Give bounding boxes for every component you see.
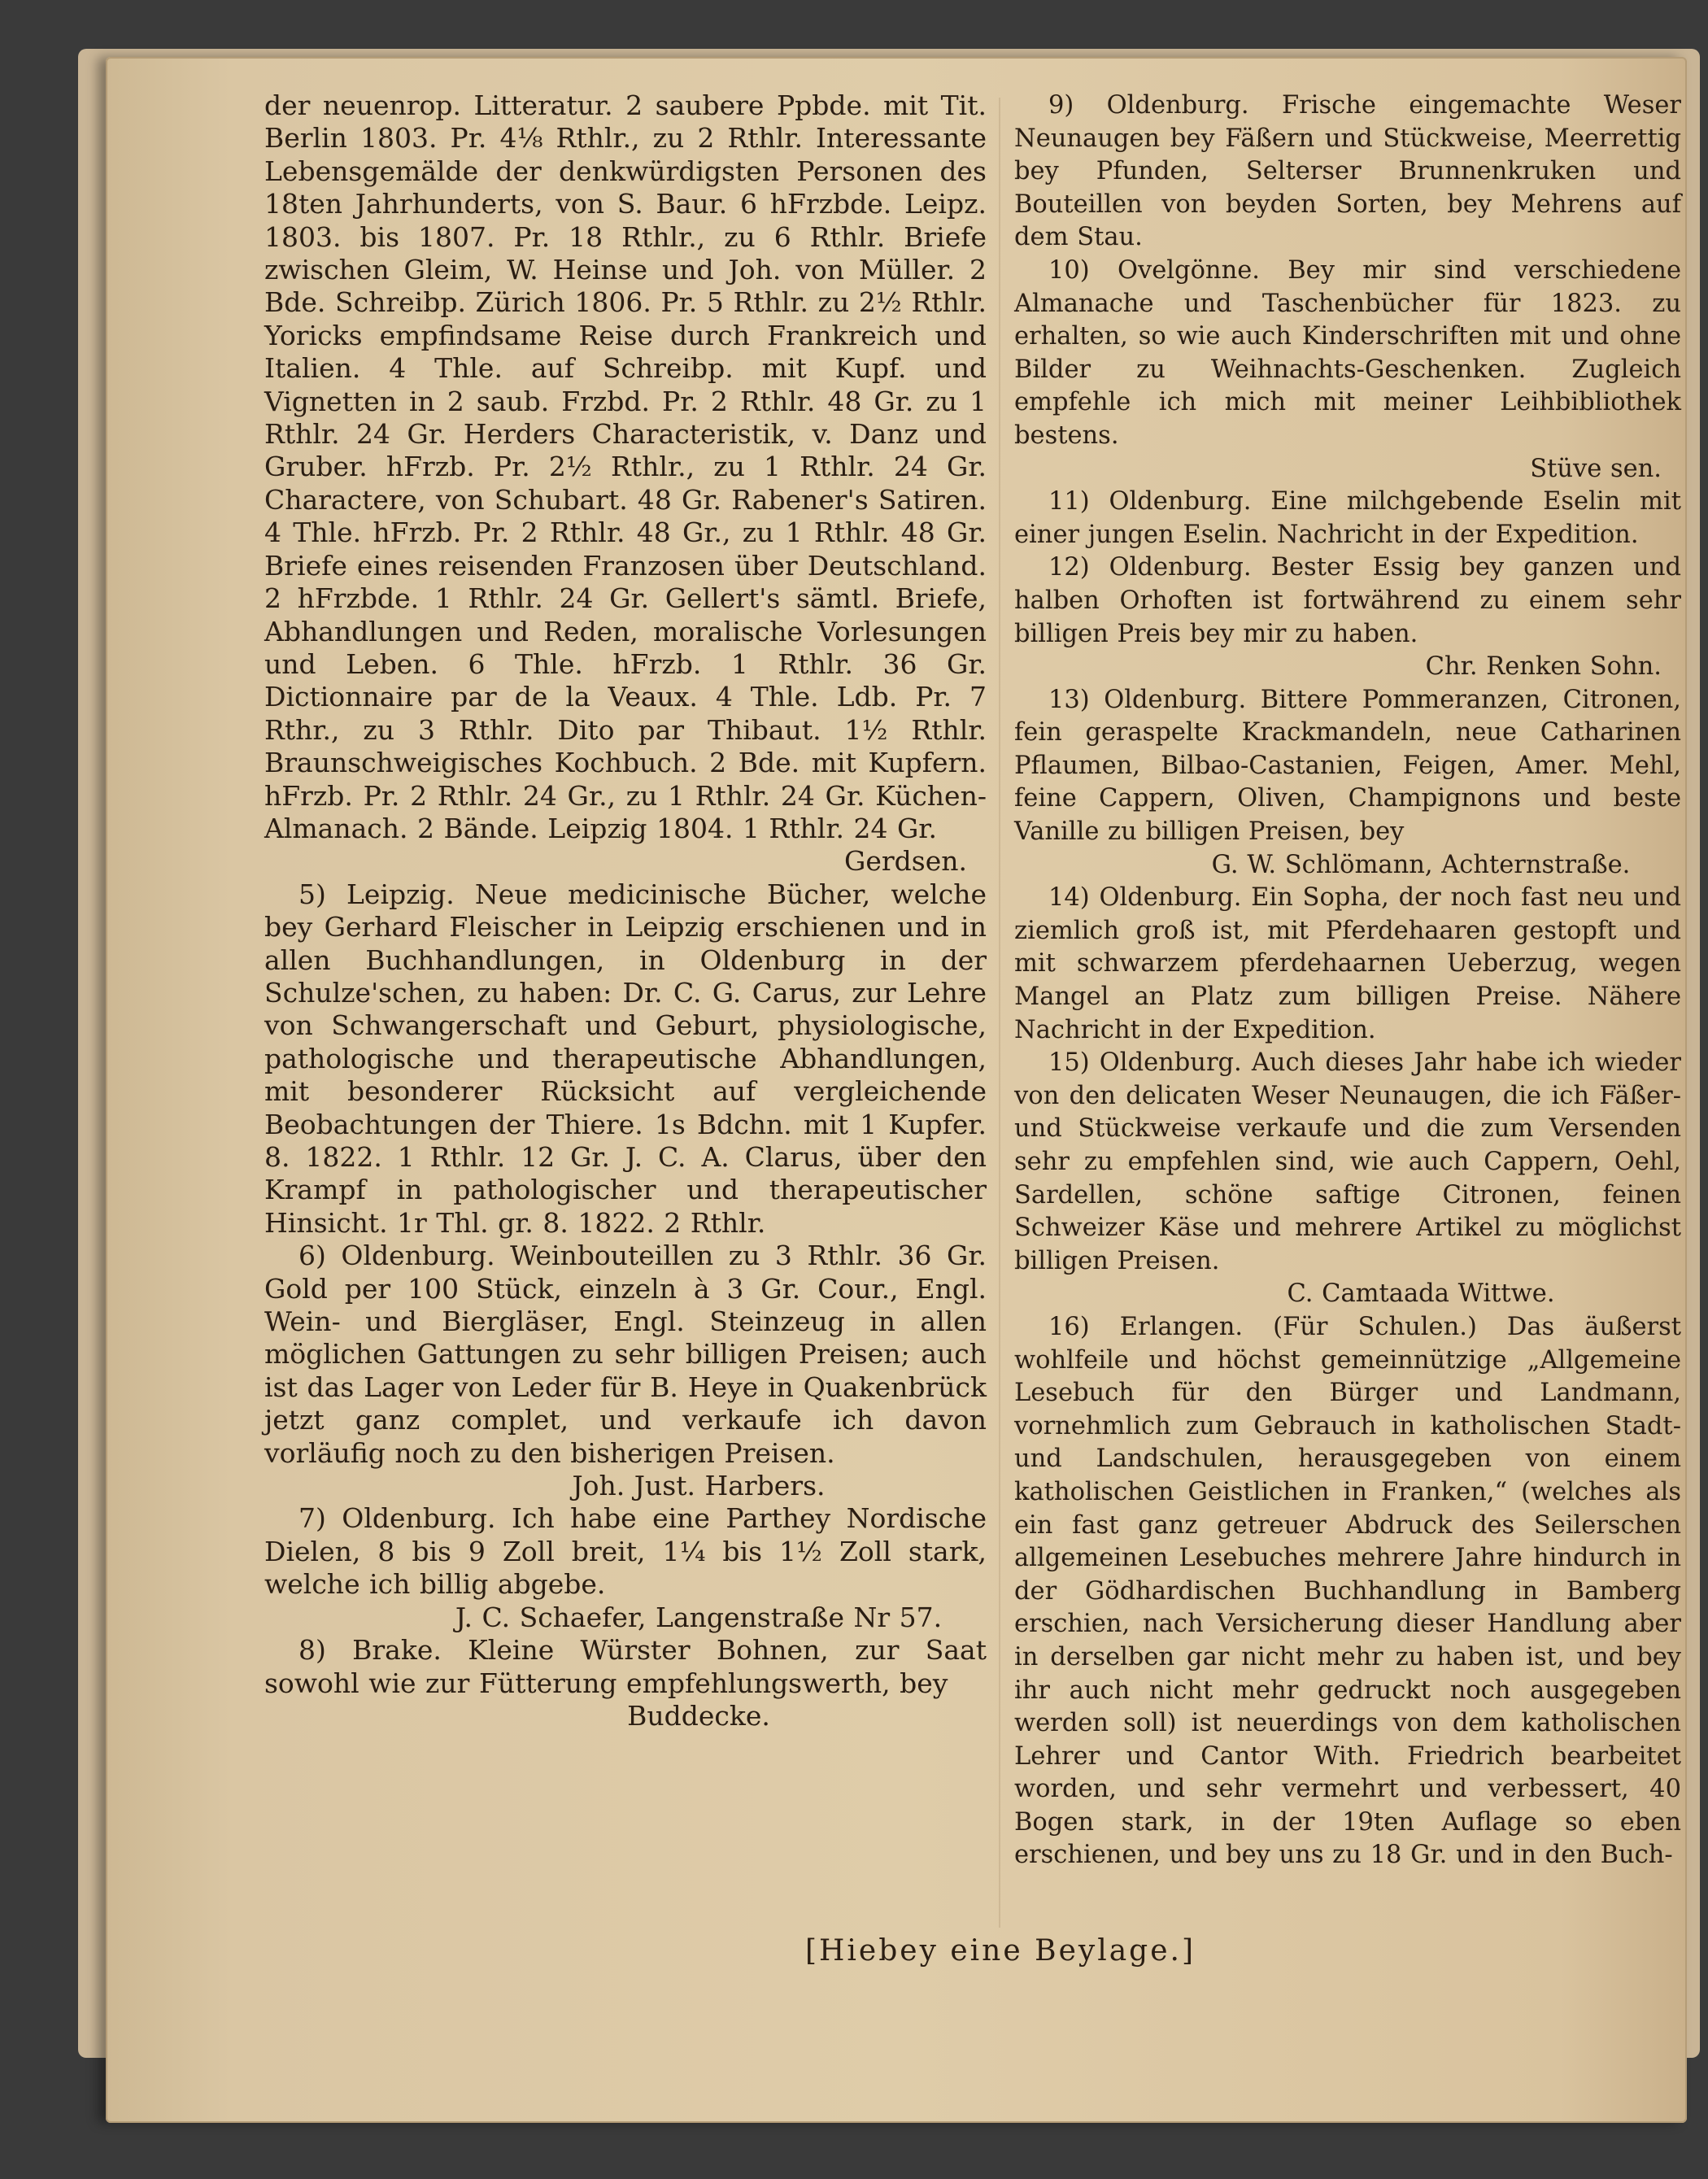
signature-renken: Chr. Renken Sohn.: [1425, 652, 1662, 682]
supplement-notice: [Hiebey eine Beylage.]: [804, 1934, 1196, 1968]
ad-5-leipzig: 5) Leipzig. Neue medicinische Bücher, welche bey Gerhard Fleischer in Leipzig erschienen und in allen Buchhandlungen, in Oldenburg in der Schulze'schen, zu haben: Dr. C. G. Carus, zur Lehre von Schwangerschaft und Geburt, physiologische, pathologische und therapeutische Abhandlungen, mit besonderer Rücksicht auf vergleichende Beobachtungen der Thiere. 1s Bdchn. mit 1 Kupfer. 8. 1822. 1 Rthlr. 12 Gr. J. C. A. Clarus, über den Krampf in pathologischer und therapeutischer Hinsicht. 1r Thl. gr. 8. 1822. 2 Rthlr.: [264, 878, 987, 1239]
ad-8-brake: 8) Brake. Kleine Würster Bohnen, zur Saat sowohl wie zur Fütterung empfehlungswerth, bey: [264, 1634, 987, 1699]
ad-15-oldenburg: 15) Oldenburg. Auch dieses Jahr habe ich wieder von den delicaten Weser Neunaugen, die ich Fäßer- und Stückweise verkaufe und die zum Versenden sehr zu empfehlen sind, wie auch Cappern, Oehl, Sardellen, schöne saftige Citronen, feinen Schweizer Käse und mehrere Artikel zu möglichst billigen Preisen.: [1014, 1048, 1681, 1275]
signature-stueve: Stüve sen.: [1530, 454, 1662, 483]
signature-buddecke: Buddecke.: [627, 1699, 770, 1732]
book-list-paragraph: der neuenrop. Litteratur. 2 saubere Ppbde. mit Tit. Berlin 1803. Pr. 4⅛ Rthlr., zu 2 Rthlr. Interessante Lebensgemälde der denkwürdigsten Personen des 18ten Jahrhunderts, von S. Baur. 6 hFrzbde. Leipz. 1803. bis 1807. Pr. 18 Rthlr., zu 6 Rthlr. Briefe zwischen Gleim, W. Heinse und Joh. von Müller. 2 Bde. Schreibp. Zürich 1806. Pr. 5 Rthlr. zu 2½ Rthlr. Yoricks empfindsame Reise durch Frankreich und Italien. 4 Thle. auf Schreibp. mit Kupf. und Vignetten in 2 saub. Frzbd. Pr. 2 Rthlr. 48 Gr. zu 1 Rthlr. 24 Gr. Herders Characteristik, v. Danz und Gruber. hFrzb. Pr. 2½ Rthlr., zu 1 Rthlr. 24 Gr. Charactere, von Schubart. 48 Gr. Rabener's Satiren. 4 Thle. hFrzb. Pr. 2 Rthlr. 48 Gr., zu 1 Rthlr. 48 Gr. Briefe eines reisenden Franzosen über Deutschland. 2 hFrzbde. 1 Rthlr. 24 Gr. Gellert's sämtl. Briefe, Abhandlungen und Reden, moralische Vorlesungen und Leben. 6 Thle. hFrzb. 1 Rthlr. 36 Gr. Dictionnaire par de la Veaux. 4 Thle. Ldb. Pr. 7 Rthr., zu 3 Rthlr. Dito par Thibaut. 1½ Rthlr. Braunschweigisches Kochbuch. 2 Bde. mit Kupfern. hFrzb. Pr. 2 Rthlr. 24 Gr., zu 1 Rthlr. 24 Gr. Küchen-Almanach. 2 Bände. Leipzig 1804. 1 Rthlr. 24 Gr.: [264, 89, 987, 844]
ad-11-oldenburg: 11) Oldenburg. Eine milchgebende Eselin mit einer jungen Eselin. Nachricht in der Expedition.: [1014, 487, 1681, 549]
signature-schaefer: J. C. Schaefer, Langenstraße Nr 57.: [455, 1601, 943, 1633]
ad-7-oldenburg: 7) Oldenburg. Ich habe eine Parthey Nordische Dielen, 8 bis 9 Zoll breit, 1¼ bis 1½ Zoll stark, welche ich billig abgebe.: [264, 1502, 987, 1601]
ad-14-oldenburg: 14) Oldenburg. Ein Sopha, der noch fast neu und ziemlich groß ist, mit Pferdehaaren gestopft und mit schwarzem pferdehaarnen Ueberzug, wegen Mangel an Platz zum billigen Preise. Nähere Nachricht in der Expedition.: [1014, 883, 1681, 1044]
column-divider: [999, 98, 1000, 1928]
signature-camtaada: C. Camtaada Wittwe.: [1287, 1279, 1555, 1309]
signature-schloemann: G. W. Schlömann, Achternstraße.: [1211, 850, 1631, 879]
ad-13-oldenburg: 13) Oldenburg. Bittere Pommeranzen, Citronen, fein geraspelte Krackmandeln, neue Catharinen Pflaumen, Bilbao-Castanien, Feigen, Amer. Mehl, feine Cappern, Oliven, Champignons und beste Vanille zu billigen Preisen, bey: [1014, 685, 1681, 847]
ad-9-oldenburg: 9) Oldenburg. Frische eingemachte Weser Neunaugen bey Fäßern und Stückweise, Meerrettig bey Pfunden, Selterser Brunnenkruken und Bouteillen von beyden Sorten, bey Mehrens auf dem Stau.: [1014, 91, 1681, 252]
signature-harbers: Joh. Just. Harbers.: [572, 1470, 826, 1502]
ad-16-erlangen: 16) Erlangen. (Für Schulen.) Das äußerst wohlfeile und höchst gemeinnützige „Allgemeine Lesebuch für den Bürger und Landmann, vornehmlich zum Gebrauch in katholischen Stadt- und Landschulen, herausgegeben von einem katholischen Geistlichen in Franken,“ (welches als ein fast ganz getreuer Abdruck des Seilerschen allgemeinen Lesebuches mehrere Jahre hindurch in der Gödhardischen Buchhandlung in Bamberg erschien, nach Versicherung dieser Handlung aber in derselben gar nicht mehr zu haben ist, und bey ihr auch nicht mehr gedruckt noch ausgegeben werden soll) ist neuerdings von dem katholischen Lehrer und Cantor With. Friedrich bearbeitet worden, und sehr vermehrt und verbessert, 40 Bogen stark, in der 19ten Auflage so eben erschienen, und bey uns zu 18 Gr. und in den Buch-: [1014, 1312, 1681, 1870]
ad-12-oldenburg: 12) Oldenburg. Bester Essig bey ganzen und halben Orhoften ist fortwährend zu einem sehr billigen Preis bey mir zu haben.: [1014, 553, 1681, 648]
signature-gerdsen: Gerdsen.: [844, 845, 967, 878]
right-column: [1014, 89, 1681, 1872]
ad-10-ovelgoenne: 10) Ovelgönne. Bey mir sind verschiedene Almanache und Taschenbücher für 1823. zu erhalten, so wie auch Kinderschriften mit und ohne Bilder zu Weihnachts-Geschenken. Zugleich empfehle ich mich mit meiner Leihbibliothek bestens.: [1014, 255, 1681, 450]
left-column: [264, 89, 987, 1732]
ad-6-oldenburg: 6) Oldenburg. Weinbouteillen zu 3 Rthlr. 36 Gr. Gold per 100 Stück, einzeln à 3 Gr. Cour., Engl. Wein- und Biergläser, Engl. Steinzeug in allen möglichen Gattungen zu sehr billigen Preisen; auch ist das Lager von Leder für B. Heye in Quakenbrück jetzt ganz complet, und verkaufe ich davon vorläufig noch zu den bisherigen Preisen.: [264, 1240, 987, 1469]
